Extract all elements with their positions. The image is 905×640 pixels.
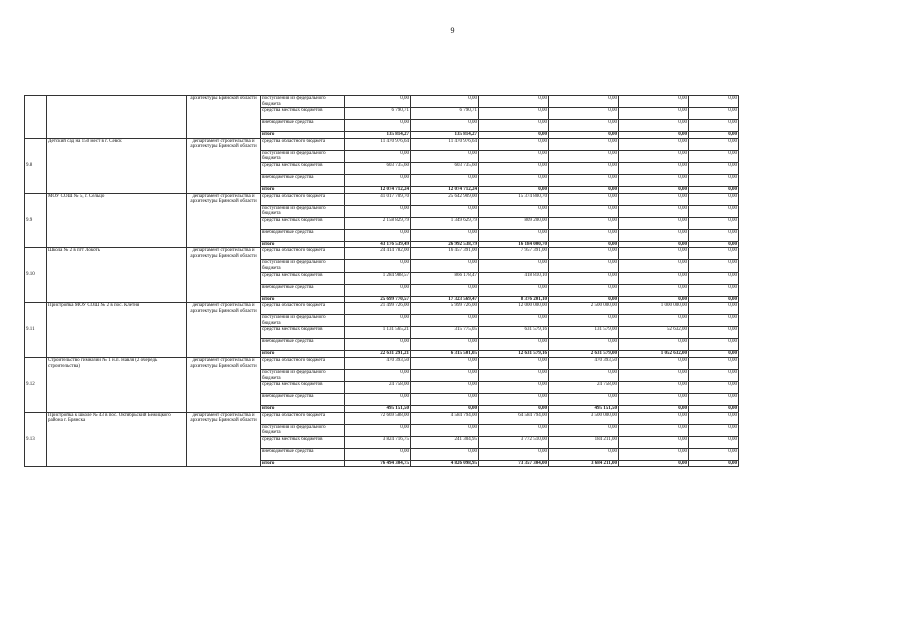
executor: департамент строительства и архитектуры Брянской области bbox=[187, 357, 261, 412]
amount-cell: 0,00 bbox=[619, 120, 689, 132]
amount-cell: 470 393,50 bbox=[345, 357, 411, 369]
amount-cell: 0,00 bbox=[689, 162, 739, 174]
amount-cell: 0,00 bbox=[479, 138, 549, 150]
funding-source: поступления из федерального бюджета bbox=[261, 205, 345, 217]
amount-cell: 0,00 bbox=[689, 186, 739, 193]
amount-cell: 1 131 565,21 bbox=[345, 327, 411, 339]
amount-cell: 0,00 bbox=[549, 96, 619, 108]
amount-cell: 0,00 bbox=[479, 284, 549, 296]
amount-cell: 12 000 000,00 bbox=[479, 303, 549, 315]
funding-source: внебюджетные средства bbox=[261, 448, 345, 460]
amount-cell: 135 814,27 bbox=[411, 132, 479, 139]
amount-cell: 21 499 726,00 bbox=[345, 303, 411, 315]
amount-cell: 0,00 bbox=[411, 205, 479, 217]
amount-cell: 184 211,00 bbox=[549, 436, 619, 448]
amount-cell: 24 758,00 bbox=[345, 382, 411, 394]
amount-cell: 866 178,47 bbox=[411, 272, 479, 284]
amount-cell: 5 999 726,00 bbox=[411, 303, 479, 315]
amount-cell: 0,00 bbox=[549, 448, 619, 460]
amount-cell: 0,00 bbox=[345, 284, 411, 296]
funding-source: внебюджетные средства bbox=[261, 284, 345, 296]
item-code: 9.10 bbox=[25, 248, 47, 303]
amount-cell: 3 500 000,00 bbox=[549, 412, 619, 424]
amount-cell: 7 957 391,00 bbox=[479, 248, 549, 260]
funding-source: средства областного бюджета bbox=[261, 138, 345, 150]
amount-cell: 0,00 bbox=[345, 448, 411, 460]
funding-source: средства областного бюджета bbox=[261, 303, 345, 315]
amount-cell: 0,00 bbox=[479, 357, 549, 369]
amount-cell: 0,00 bbox=[549, 315, 619, 327]
funding-source: поступления из федерального бюджета bbox=[261, 260, 345, 272]
amount-cell: 0,00 bbox=[479, 448, 549, 460]
amount-cell: 0,00 bbox=[619, 108, 689, 120]
amount-cell: 495 151,50 bbox=[345, 406, 411, 413]
amount-cell: 12 074 712,24 bbox=[345, 186, 411, 193]
amount-cell: 0,00 bbox=[549, 162, 619, 174]
funding-source: поступления из федерального бюджета bbox=[261, 315, 345, 327]
amount-cell: 1 000 000,00 bbox=[619, 303, 689, 315]
amount-cell: 6 790,71 bbox=[411, 108, 479, 120]
amount-cell: 0,00 bbox=[619, 138, 689, 150]
amount-cell: 6 790,71 bbox=[345, 108, 411, 120]
amount-cell: 0,00 bbox=[689, 406, 739, 413]
amount-cell: 0,00 bbox=[411, 174, 479, 186]
amount-cell: 0,00 bbox=[479, 229, 549, 241]
object-name: Строительство гимназии № 1 н.п. Навля (2 очередь строительства) bbox=[47, 357, 187, 412]
amount-cell: 631 579,16 bbox=[479, 327, 549, 339]
amount-cell: 0,00 bbox=[479, 150, 549, 162]
funding-source: внебюджетные средства bbox=[261, 229, 345, 241]
amount-cell: 0,00 bbox=[619, 394, 689, 406]
amount-cell: 1 349 629,79 bbox=[411, 217, 479, 229]
funding-source: средства местных бюджетов bbox=[261, 327, 345, 339]
amount-cell: 0,00 bbox=[411, 96, 479, 108]
amount-cell: 24 414 782,00 bbox=[345, 248, 411, 260]
amount-cell: 0,00 bbox=[549, 394, 619, 406]
amount-cell: 809 200,00 bbox=[479, 217, 549, 229]
amount-cell: 15 374 800,70 bbox=[479, 193, 549, 205]
amount-cell: 315 775,05 bbox=[411, 327, 479, 339]
amount-cell: 0,00 bbox=[411, 229, 479, 241]
amount-cell: 0,00 bbox=[549, 174, 619, 186]
table-row bbox=[25, 96, 739, 108]
amount-cell: 0,00 bbox=[479, 382, 549, 394]
amount-cell: 0,00 bbox=[619, 174, 689, 186]
amount-cell: 0,00 bbox=[411, 260, 479, 272]
amount-cell: 64 584 794,00 bbox=[479, 412, 549, 424]
amount-cell: 0,00 bbox=[411, 424, 479, 436]
amount-cell: 0,00 bbox=[549, 241, 619, 248]
amount-cell: 0,00 bbox=[689, 327, 739, 339]
executor: департамент строительства и архитектуры Брянской области bbox=[187, 248, 261, 303]
amount-cell: 0,00 bbox=[689, 272, 739, 284]
amount-cell: 0,00 bbox=[689, 284, 739, 296]
amount-cell: 6 315 501,05 bbox=[411, 351, 479, 358]
amount-cell: 0,00 bbox=[479, 394, 549, 406]
amount-cell: 135 814,27 bbox=[345, 132, 411, 139]
amount-cell: 17 323 569,47 bbox=[411, 296, 479, 303]
amount-cell: 0,00 bbox=[411, 150, 479, 162]
funding-source: поступления из федерального бюджета bbox=[261, 96, 345, 108]
table-row bbox=[25, 412, 739, 424]
executor: департамент строительства и архитектуры Брянской области bbox=[187, 138, 261, 193]
amount-cell: 0,00 bbox=[689, 412, 739, 424]
amount-cell: 0,00 bbox=[549, 108, 619, 120]
object-name: Пристройка МОУ СОШ № 2 в пос. Клетня bbox=[47, 303, 187, 358]
object-name: Школа № 2 в пгт Локоть bbox=[47, 248, 187, 303]
amount-cell: 0,00 bbox=[689, 448, 739, 460]
amount-cell: 0,00 bbox=[479, 369, 549, 381]
funding-source: поступления из федерального бюджета bbox=[261, 150, 345, 162]
executor: архитектуры Брянской области bbox=[187, 96, 261, 139]
amount-cell: 0,00 bbox=[549, 260, 619, 272]
amount-cell: 0,00 bbox=[549, 205, 619, 217]
amount-cell: 0,00 bbox=[479, 260, 549, 272]
funding-source: внебюджетные средства bbox=[261, 120, 345, 132]
amount-cell: 0,00 bbox=[549, 217, 619, 229]
amount-cell: 0,00 bbox=[689, 424, 739, 436]
amount-cell: 0,00 bbox=[345, 260, 411, 272]
amount-cell: 0,00 bbox=[549, 296, 619, 303]
amount-cell: 0,00 bbox=[689, 357, 739, 369]
funding-source: средства областного бюджета bbox=[261, 193, 345, 205]
amount-cell: 0,00 bbox=[619, 132, 689, 139]
amount-cell: 0,00 bbox=[689, 369, 739, 381]
amount-cell: 72 669 588,00 bbox=[345, 412, 411, 424]
amount-cell: 0,00 bbox=[549, 120, 619, 132]
amount-cell: 0,00 bbox=[345, 205, 411, 217]
executor: департамент строительства и архитектуры Брянской области bbox=[187, 303, 261, 358]
item-code: 9.9 bbox=[25, 193, 47, 248]
amount-cell: 0,00 bbox=[411, 284, 479, 296]
amount-cell: 0,00 bbox=[619, 382, 689, 394]
amount-cell: 2 631 579,00 bbox=[549, 351, 619, 358]
amount-cell: 0,00 bbox=[345, 339, 411, 351]
page-number: 9 bbox=[450, 26, 455, 35]
amount-cell: 0,00 bbox=[619, 357, 689, 369]
object-name: МОУ СОШ № 5, г. Сельцо bbox=[47, 193, 187, 248]
amount-cell: 0,00 bbox=[345, 96, 411, 108]
item-code: 9.13 bbox=[25, 412, 47, 467]
amount-cell: 0,00 bbox=[619, 162, 689, 174]
amount-cell: 0,00 bbox=[549, 284, 619, 296]
amount-cell: 0,00 bbox=[689, 394, 739, 406]
amount-cell: 0,00 bbox=[549, 132, 619, 139]
amount-cell: 0,00 bbox=[619, 339, 689, 351]
object-name: Детский сад на 150 мест в г. Севск bbox=[47, 138, 187, 193]
amount-cell: 495 151,50 bbox=[549, 406, 619, 413]
amount-cell: 0,00 bbox=[689, 296, 739, 303]
amount-cell: 0,00 bbox=[689, 241, 739, 248]
executor: департамент строительства и архитектуры Брянской области bbox=[187, 193, 261, 248]
amount-cell: 3 684 211,00 bbox=[549, 460, 619, 467]
amount-cell: 0,00 bbox=[479, 108, 549, 120]
amount-cell: 0,00 bbox=[689, 436, 739, 448]
amount-cell: 0,00 bbox=[549, 369, 619, 381]
table-row bbox=[25, 303, 739, 315]
amount-cell: 0,00 bbox=[619, 424, 689, 436]
amount-cell: 418 810,10 bbox=[479, 272, 549, 284]
amount-cell: 0,00 bbox=[345, 229, 411, 241]
amount-cell: 0,00 bbox=[549, 186, 619, 193]
funding-source: итого bbox=[261, 351, 345, 358]
item-code: 9.8 bbox=[25, 138, 47, 193]
amount-cell: 12 074 712,24 bbox=[411, 186, 479, 193]
amount-cell: 0,00 bbox=[549, 229, 619, 241]
amount-cell: 0,00 bbox=[479, 205, 549, 217]
amount-cell: 22 631 291,21 bbox=[345, 351, 411, 358]
amount-cell: 0,00 bbox=[479, 132, 549, 139]
amount-cell: 0,00 bbox=[549, 150, 619, 162]
funding-source: внебюджетные средства bbox=[261, 339, 345, 351]
amount-cell: 0,00 bbox=[689, 339, 739, 351]
amount-cell: 26 992 538,79 bbox=[411, 241, 479, 248]
amount-cell: 52 632,00 bbox=[619, 327, 689, 339]
amount-cell: 0,00 bbox=[619, 412, 689, 424]
item-code bbox=[25, 96, 47, 139]
funding-source: средства местных бюджетов bbox=[261, 108, 345, 120]
amount-cell: 0,00 bbox=[411, 315, 479, 327]
amount-cell: 0,00 bbox=[619, 150, 689, 162]
amount-cell: 0,00 bbox=[689, 315, 739, 327]
amount-cell: 0,00 bbox=[619, 460, 689, 467]
amount-cell: 11 470 976,64 bbox=[345, 138, 411, 150]
amount-cell: 0,00 bbox=[619, 315, 689, 327]
object-name bbox=[47, 96, 187, 139]
amount-cell: 1 284 988,57 bbox=[345, 272, 411, 284]
amount-cell: 25 699 770,57 bbox=[345, 296, 411, 303]
amount-cell: 0,00 bbox=[619, 406, 689, 413]
amount-cell: 0,00 bbox=[619, 436, 689, 448]
table-row bbox=[25, 248, 739, 260]
amount-cell: 0,00 bbox=[689, 217, 739, 229]
funding-source: поступления из федерального бюджета bbox=[261, 369, 345, 381]
amount-cell: 0,00 bbox=[689, 205, 739, 217]
amount-cell: 0,00 bbox=[619, 193, 689, 205]
amount-cell: 41 017 709,70 bbox=[345, 193, 411, 205]
funding-source: средства местных бюджетов bbox=[261, 162, 345, 174]
executor: департамент строительства и архитектуры Брянской области bbox=[187, 412, 261, 467]
amount-cell: 0,00 bbox=[479, 186, 549, 193]
amount-cell: 24 758,00 bbox=[549, 382, 619, 394]
amount-cell: 0,00 bbox=[689, 229, 739, 241]
funding-source: внебюджетные средства bbox=[261, 394, 345, 406]
amount-cell: 0,00 bbox=[689, 132, 739, 139]
amount-cell: 0,00 bbox=[549, 248, 619, 260]
amount-cell: 0,00 bbox=[689, 174, 739, 186]
table-row bbox=[25, 193, 739, 205]
amount-cell: 0,00 bbox=[479, 120, 549, 132]
amount-cell: 76 494 304,75 bbox=[345, 460, 411, 467]
funding-source: итого bbox=[261, 460, 345, 467]
amount-cell: 0,00 bbox=[689, 303, 739, 315]
amount-cell: 131 579,00 bbox=[549, 327, 619, 339]
amount-cell: 0,00 bbox=[689, 108, 739, 120]
amount-cell: 0,00 bbox=[345, 369, 411, 381]
amount-cell: 0,00 bbox=[689, 351, 739, 358]
amount-cell: 12 631 579,16 bbox=[479, 351, 549, 358]
amount-cell: 0,00 bbox=[479, 174, 549, 186]
amount-cell: 0,00 bbox=[479, 406, 549, 413]
amount-cell: 0,00 bbox=[619, 448, 689, 460]
amount-cell: 0,00 bbox=[689, 150, 739, 162]
amount-cell: 0,00 bbox=[619, 284, 689, 296]
funding-source: итого bbox=[261, 406, 345, 413]
amount-cell: 0,00 bbox=[411, 406, 479, 413]
funding-source: средства областного бюджета bbox=[261, 412, 345, 424]
funding-source: средства местных бюджетов bbox=[261, 217, 345, 229]
amount-cell: 0,00 bbox=[689, 193, 739, 205]
amount-cell: 25 642 909,00 bbox=[411, 193, 479, 205]
amount-cell: 0,00 bbox=[689, 248, 739, 260]
amount-cell: 0,00 bbox=[619, 229, 689, 241]
item-code: 9.12 bbox=[25, 357, 47, 412]
amount-cell: 0,00 bbox=[479, 162, 549, 174]
amount-cell: 603 735,60 bbox=[345, 162, 411, 174]
amount-cell: 0,00 bbox=[619, 260, 689, 272]
amount-cell: 0,00 bbox=[619, 369, 689, 381]
amount-cell: 0,00 bbox=[479, 424, 549, 436]
amount-cell: 470 393,50 bbox=[549, 357, 619, 369]
amount-cell: 0,00 bbox=[411, 448, 479, 460]
amount-cell: 0,00 bbox=[619, 272, 689, 284]
amount-cell: 0,00 bbox=[345, 120, 411, 132]
amount-cell: 241 304,95 bbox=[411, 436, 479, 448]
amount-cell: 0,00 bbox=[549, 272, 619, 284]
object-name: Пристройка к школе № 43 в пос. Октябрьский Бежицкого района г. Брянска bbox=[47, 412, 187, 467]
amount-cell: 8 376 201,10 bbox=[479, 296, 549, 303]
amount-cell: 0,00 bbox=[345, 394, 411, 406]
amount-cell: 0,00 bbox=[619, 217, 689, 229]
amount-cell: 11 470 976,64 bbox=[411, 138, 479, 150]
funding-source: средства местных бюджетов bbox=[261, 436, 345, 448]
amount-cell: 0,00 bbox=[549, 138, 619, 150]
amount-cell: 0,00 bbox=[411, 357, 479, 369]
funding-source: внебюджетные средства bbox=[261, 174, 345, 186]
amount-cell: 0,00 bbox=[619, 296, 689, 303]
amount-cell: 0,00 bbox=[479, 339, 549, 351]
amount-cell: 0,00 bbox=[689, 120, 739, 132]
funding-source: средства областного бюджета bbox=[261, 248, 345, 260]
amount-cell: 0,00 bbox=[345, 174, 411, 186]
amount-cell: 0,00 bbox=[479, 96, 549, 108]
table-row bbox=[25, 138, 739, 150]
amount-cell: 3 824 716,75 bbox=[345, 436, 411, 448]
amount-cell: 0,00 bbox=[549, 424, 619, 436]
amount-cell: 4 826 098,95 bbox=[411, 460, 479, 467]
amount-cell: 0,00 bbox=[411, 382, 479, 394]
amount-cell: 2 500 000,00 bbox=[549, 303, 619, 315]
item-code: 9.11 bbox=[25, 303, 47, 358]
funding-source: средства местных бюджетов bbox=[261, 382, 345, 394]
amount-cell: 0,00 bbox=[411, 394, 479, 406]
amount-cell: 0,00 bbox=[345, 315, 411, 327]
table-row bbox=[25, 357, 739, 369]
amount-cell: 1 052 632,00 bbox=[619, 351, 689, 358]
amount-cell: 0,00 bbox=[689, 96, 739, 108]
amount-cell: 0,00 bbox=[345, 150, 411, 162]
amount-cell: 0,00 bbox=[689, 382, 739, 394]
amount-cell: 16 184 000,70 bbox=[479, 241, 549, 248]
amount-cell: 2 158 829,79 bbox=[345, 217, 411, 229]
amount-cell: 0,00 bbox=[619, 96, 689, 108]
amount-cell: 3 772 510,00 bbox=[479, 436, 549, 448]
amount-cell: 0,00 bbox=[619, 248, 689, 260]
amount-cell: 16 457 391,00 bbox=[411, 248, 479, 260]
amount-cell: 0,00 bbox=[345, 424, 411, 436]
amount-cell: 43 176 539,49 bbox=[345, 241, 411, 248]
funding-source: итого bbox=[261, 132, 345, 139]
amount-cell: 0,00 bbox=[411, 369, 479, 381]
funding-source: итого bbox=[261, 296, 345, 303]
amount-cell: 4 584 794,00 bbox=[411, 412, 479, 424]
amount-cell: 0,00 bbox=[549, 339, 619, 351]
amount-cell: 603 735,60 bbox=[411, 162, 479, 174]
amount-cell: 73 357 304,00 bbox=[479, 460, 549, 467]
amount-cell: 0,00 bbox=[619, 205, 689, 217]
amount-cell: 0,00 bbox=[689, 460, 739, 467]
funding-source: средства областного бюджета bbox=[261, 357, 345, 369]
funding-source: средства местных бюджетов bbox=[261, 272, 345, 284]
funding-source: поступления из федерального бюджета bbox=[261, 424, 345, 436]
amount-cell: 0,00 bbox=[689, 138, 739, 150]
amount-cell: 0,00 bbox=[689, 260, 739, 272]
funding-source: итого bbox=[261, 186, 345, 193]
budget-table bbox=[24, 95, 739, 467]
amount-cell: 0,00 bbox=[619, 186, 689, 193]
amount-cell: 0,00 bbox=[479, 315, 549, 327]
amount-cell: 0,00 bbox=[411, 339, 479, 351]
amount-cell: 0,00 bbox=[411, 120, 479, 132]
funding-source: итого bbox=[261, 241, 345, 248]
amount-cell: 0,00 bbox=[549, 193, 619, 205]
amount-cell: 0,00 bbox=[619, 241, 689, 248]
